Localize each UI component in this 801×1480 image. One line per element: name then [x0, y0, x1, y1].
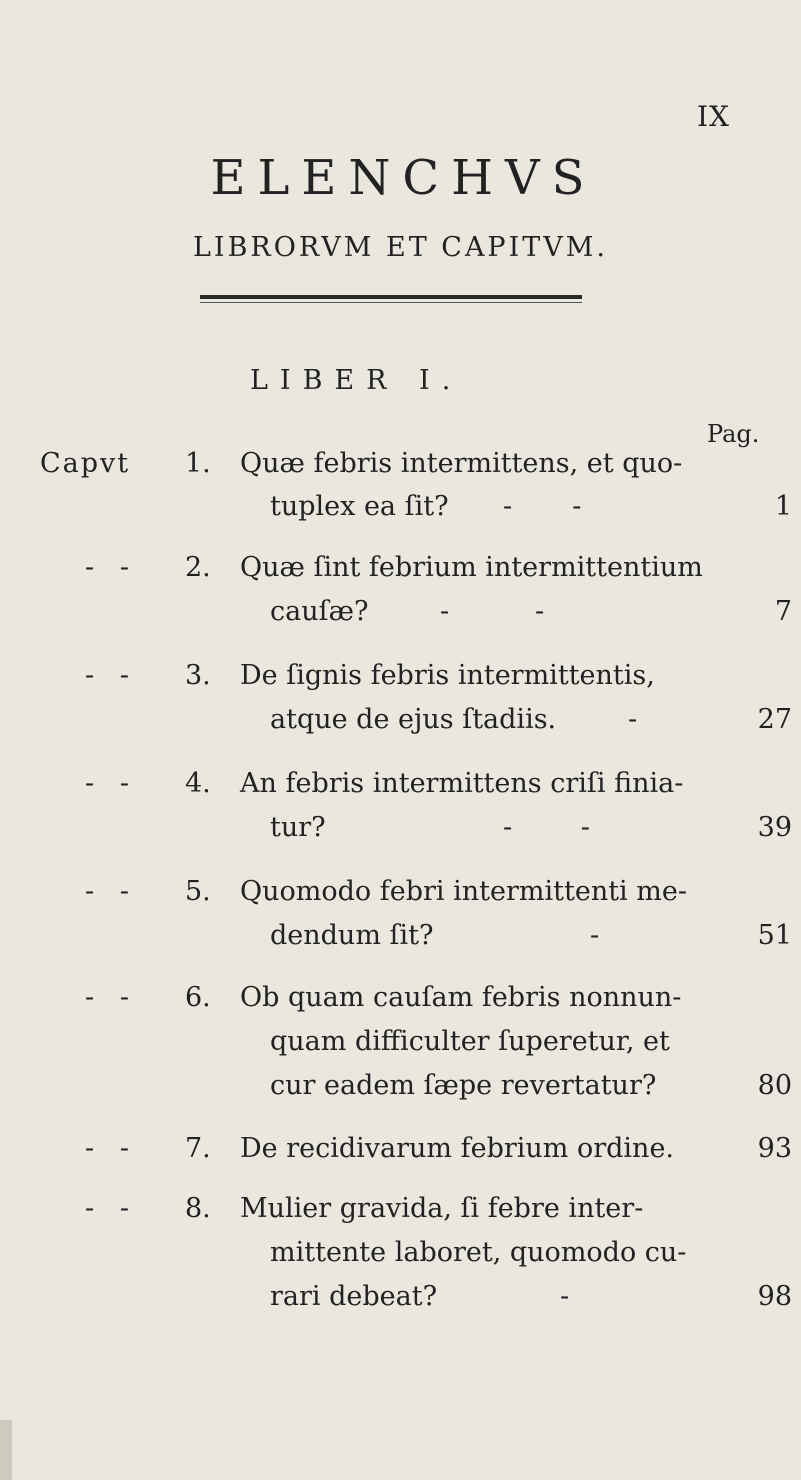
leader-dots: - - — [503, 812, 590, 843]
ditto-dashes: - - — [85, 552, 129, 583]
entry-line: atque de ejus ſtadiis. — [270, 704, 557, 735]
chapter-number: 8. — [185, 1193, 211, 1224]
entry-page: 93 — [757, 1133, 792, 1164]
divider-rule — [200, 295, 582, 299]
leader-dots: - — [560, 1281, 570, 1312]
chapter-number: 2. — [185, 552, 211, 583]
chapter-label: Capvt — [40, 448, 131, 479]
chapter-number: 7. — [185, 1133, 211, 1164]
entry-page: 80 — [757, 1070, 792, 1101]
ditto-dashes: - - — [85, 982, 129, 1013]
entry-line: cur eadem ſæpe revertatur? — [270, 1070, 657, 1101]
entry-line: De recidivarum febrium ordine. — [240, 1133, 675, 1164]
page-column-header: Pag. — [707, 420, 760, 448]
ditto-dashes: - - — [85, 876, 129, 907]
leader-dots: - - — [440, 596, 545, 627]
ditto-dashes: - - — [85, 660, 129, 691]
entry-page: 51 — [757, 920, 792, 951]
entry-line: Quæ febris intermittens, et quo- — [240, 448, 683, 479]
ditto-dashes: - - — [85, 1133, 129, 1164]
entry-page: 39 — [757, 812, 792, 843]
chapter-number: 4. — [185, 768, 211, 799]
entry-line: Quæ ſint febrium intermittentium — [240, 552, 703, 583]
page-edge-shadow — [0, 1420, 12, 1480]
ditto-dashes: - - — [85, 1193, 129, 1224]
book-heading: LIBER I. — [250, 365, 463, 396]
entry-line: Ob quam cauſam febris nonnun- — [240, 982, 682, 1013]
entry-line: tuplex ea ſit? — [270, 491, 449, 522]
leader-dots: - - — [503, 491, 582, 522]
entry-line: An febris intermittens criſi finia- — [240, 768, 684, 799]
entry-line: Mulier gravida, ſi febre inter- — [240, 1193, 644, 1224]
divider-rule-thin — [200, 302, 582, 303]
entry-line: dendum ſit? — [270, 920, 434, 951]
leader-dots: - — [590, 920, 600, 951]
entry-page: 7 — [774, 596, 792, 627]
entry-line: quam difficulter ſuperetur, et — [270, 1026, 670, 1057]
chapter-number: 6. — [185, 982, 211, 1013]
entry-page: 1 — [774, 491, 792, 522]
ditto-dashes: - - — [85, 768, 129, 799]
entry-line: Quomodo febri intermittenti me- — [240, 876, 687, 907]
leader-dots: - — [628, 704, 638, 735]
entry-line: De ſignis febris intermittentis, — [240, 660, 655, 691]
entry-page: 98 — [757, 1281, 792, 1312]
chapter-number: 1. — [185, 448, 211, 479]
chapter-number: 3. — [185, 660, 211, 691]
page-number: IX — [697, 100, 730, 133]
index-title: ELENCHVS — [210, 150, 597, 206]
index-subtitle: LIBRORVM ET CAPITVM. — [192, 232, 609, 263]
entry-line: mittente laboret, quomodo cu- — [270, 1237, 687, 1268]
chapter-number: 5. — [185, 876, 211, 907]
entry-page: 27 — [757, 704, 792, 735]
entry-line: rari debeat? — [270, 1281, 438, 1312]
entry-line: tur? — [270, 812, 326, 843]
entry-line: cauſæ? — [270, 596, 369, 627]
